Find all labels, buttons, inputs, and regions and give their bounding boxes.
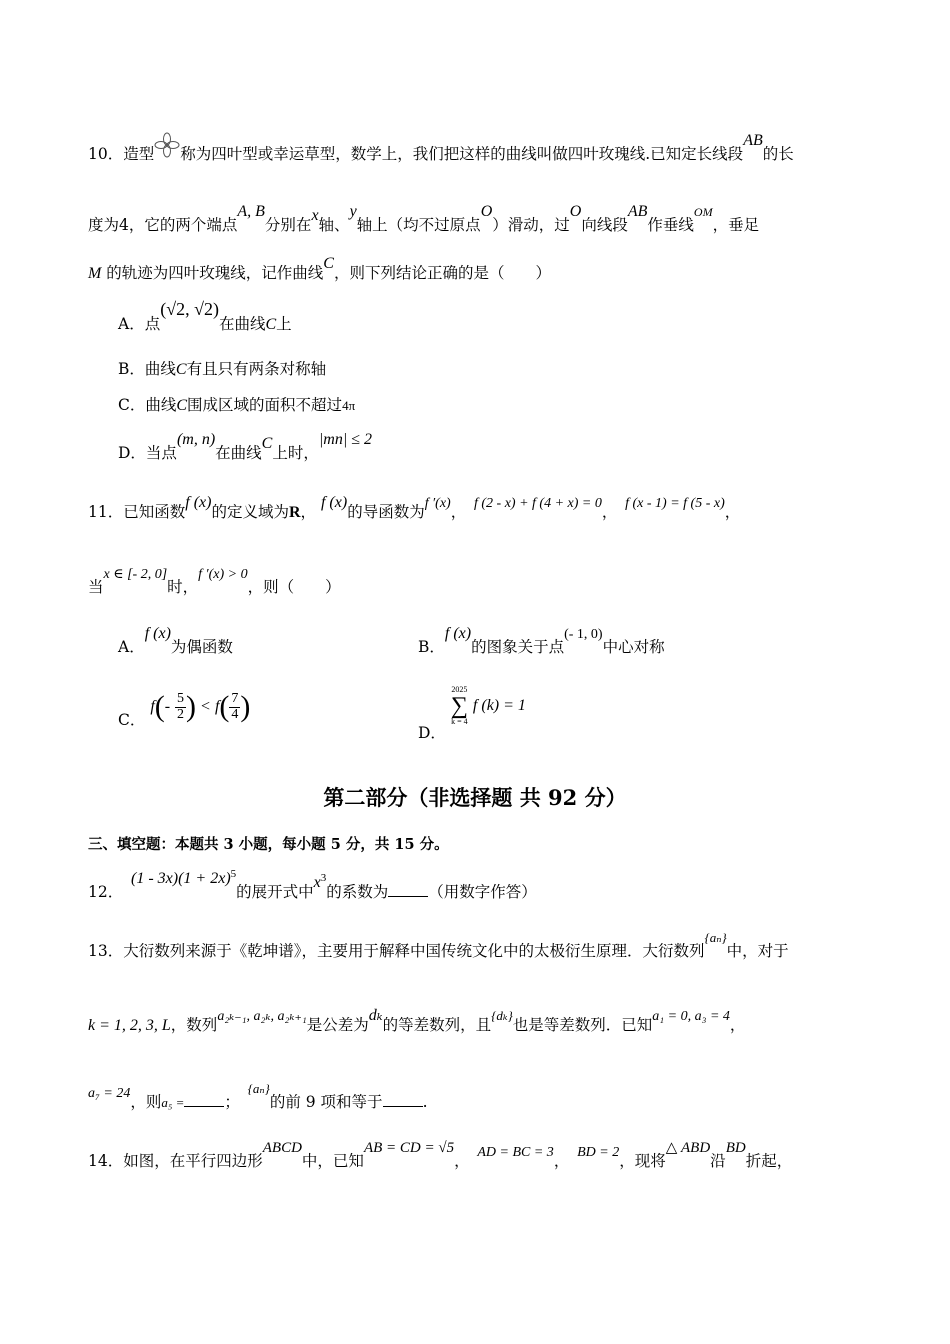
q10-option-b: B．曲线C有且只有两条对称轴 xyxy=(118,360,327,378)
q10-option-d: D．当点(m, n)在曲线C上时，|mn| ≤ 2 xyxy=(118,431,372,462)
q13-line-1: 13．大衍数列来源于《乾坤谱》，主要用于解释中国传统文化中的太极衍生原理．大衍数列$^{\{a_n\}}$中，对于 xyxy=(88,930,789,960)
answer-blank-a5[interactable] xyxy=(184,1094,224,1107)
q11-option-a: A．f (x)为偶函数 xyxy=(118,625,233,656)
q10-number: 10． xyxy=(88,145,124,163)
q12-line: 12． $(1 - 3x)(1 + 2x)^5$的展开式中$x^3$的系数为 （用数字作答） xyxy=(88,868,537,901)
q10-line-3: M 的轨迹为四叶玫瑰线，记作曲线C，则下列结论正确的是（ ） xyxy=(88,255,551,282)
fraction-5-2: $\frac{5}{2}$ xyxy=(177,690,185,722)
q13-line-2: k = 1, 2, 3, L，数列a₂ₖ₋₁, a₂ₖ, a₂ₖ₊₁是公差为dₖ的等差数列，且$^{\{d_k\}}$也是等差数列．已知a₁ = 0, a₃ = 4， xyxy=(88,1007,746,1034)
q11-line-2: 当x ∈ [- 2, 0]时，f ′(x) > 0，则（ ） xyxy=(88,567,341,596)
q11-option-d: D． 2025 ∑ k = 4 f (k) = 1 xyxy=(418,685,526,742)
section-heading: 三、填空题：本题共 3 小题，每小题 5 分，共 15 分。 xyxy=(88,836,449,853)
q13-number: 13． xyxy=(88,942,124,960)
answer-blank[interactable] xyxy=(388,884,428,897)
q14-number: 14． xyxy=(88,1152,124,1170)
q12-number: 12． xyxy=(88,883,116,901)
four-leaf-rose-icon xyxy=(154,132,180,158)
q10-option-a: A．点(√2, √2)在曲线C上 xyxy=(118,299,292,333)
q13-line-3: a₇ = 24，则a₅ = ； $^{\{a_n\}}$的前 9 项和等于 . xyxy=(88,1081,428,1111)
q10-option-c: C．曲线C围成区域的面积不超过4π xyxy=(118,396,356,414)
q10-line-1: 10．造型 称为四叶型或幸运草型，数学上，我们把这样的曲线叫做四叶玫瑰线.已知定长线段AB的长 xyxy=(88,132,794,163)
fraction-7-4: $\frac{7}{4}$ xyxy=(231,690,239,722)
q11-line-1: 11．已知函数f (x)的定义域为R， f (x)的导函数为f ′(x)， f (2 - x) + f (4 + x) = 0， f (x - 1) = f (5 - x)， xyxy=(88,494,741,521)
q10-line-2: 度为4，它的两个端点A, B分别在x轴、y轴上（均不过原点O）滑动，过O向线段AB作垂线$^{OM}$，垂足 xyxy=(88,203,760,234)
q11-option-b: B．f (x)的图象关于点(- 1, 0)中心对称 xyxy=(418,625,665,656)
answer-blank-sum[interactable] xyxy=(383,1094,423,1107)
q11-option-c: C． f(- $\frac{5}{2}$ ) < f( $\frac{7}{4}$ ) xyxy=(118,690,251,729)
part2-heading: 第二部分（非选择题 共 92 分） xyxy=(323,785,627,810)
q14-line: 14．如图，在平行四边形ABCD中，已知AB = CD = √5， AD = BC = 3， BD = 2，现将△ ABD沿BD折起， xyxy=(88,1140,793,1170)
q11-number: 11． xyxy=(88,503,124,521)
summation: 2025 ∑ k = 4 xyxy=(450,685,468,726)
